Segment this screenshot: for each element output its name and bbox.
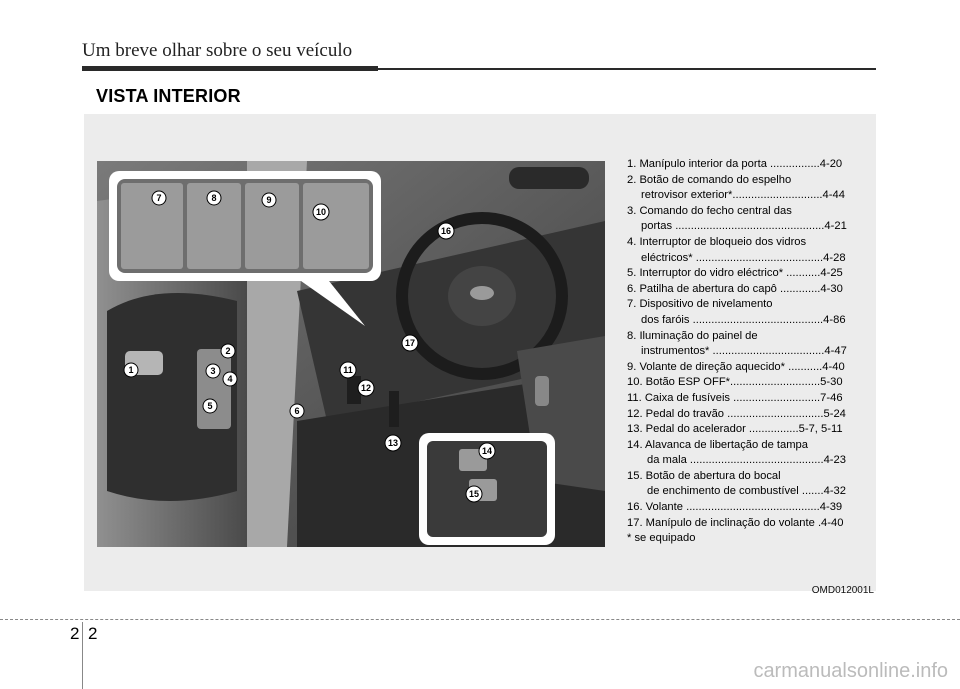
legend-line: da mala ...........................................4-23 (647, 454, 846, 467)
callout-16 (438, 223, 454, 239)
page-number-left: 2 (70, 624, 80, 643)
callout-4 (223, 372, 237, 386)
callout-15 (466, 486, 482, 502)
legend-line: portas ................................................4-21 (641, 220, 847, 233)
legend-line: 3. Comando do fecho central das (627, 204, 792, 217)
callout-6 (290, 404, 304, 418)
figure-code: OMD012001L (811, 585, 874, 596)
legend-line: retrovisor exterior*.............................4-44 (641, 189, 845, 202)
callout-2 (221, 344, 235, 358)
legend-line: eléctricos* .........................................4-28 (641, 251, 846, 264)
legend-line: 6. Patilha de abertura do capô .............4-30 (627, 282, 843, 295)
svg-text:14: 14 (481, 446, 493, 456)
callout-7 (152, 191, 166, 205)
legend-line: de enchimento de combustível .......4-32 (647, 485, 846, 498)
legend-line: 13. Pedal do acelerador ................5-7, 5-11 (627, 423, 843, 436)
footer-divider (82, 622, 83, 689)
legend-line: dos faróis ..........................................4-86 (641, 313, 846, 326)
svg-text:3: 3 (210, 366, 216, 376)
callout-1 (124, 363, 138, 377)
legend-line: 4. Interruptor de bloqueio dos vidros (627, 235, 807, 248)
callout-14 (479, 443, 495, 459)
svg-text:8: 8 (211, 193, 217, 203)
component-legend (627, 157, 867, 547)
header-rule-thin (378, 68, 876, 70)
interior-illustration (97, 161, 605, 547)
legend-line: 14. Alavanca de libertação de tampa (627, 438, 808, 451)
legend-line: 7. Dispositivo de nivelamento (627, 298, 773, 311)
svg-text:15: 15 (468, 489, 480, 499)
svg-text:16: 16 (440, 226, 452, 236)
svg-text:6: 6 (294, 406, 300, 416)
legend-line: 16. Volante ...........................................4-39 (627, 501, 843, 514)
callout-10 (313, 204, 329, 220)
svg-text:1: 1 (128, 365, 134, 375)
svg-text:5: 5 (207, 401, 213, 411)
legend-line: 2. Botão de comando do espelho (627, 173, 792, 186)
legend-line: * se equipado (627, 532, 696, 545)
callout-17 (402, 335, 418, 351)
callout-12 (358, 380, 374, 396)
footer-rule (0, 619, 960, 620)
legend-line: 8. Iluminação do painel de (627, 329, 758, 342)
svg-text:9: 9 (266, 195, 272, 205)
legend-line: 9. Volante de direção aquecido* ...........4-40 (627, 360, 845, 373)
interior-drawing (97, 161, 605, 547)
running-header: Um breve olhar sobre o seu veículo (82, 40, 353, 61)
svg-text:12: 12 (360, 383, 372, 393)
callout-3 (206, 364, 220, 378)
callout-8 (207, 191, 221, 205)
svg-text:4: 4 (227, 374, 233, 384)
legend-line: 17. Manípulo de inclinação do volante .4-40 (627, 516, 844, 529)
legend-line: 15. Botão de abertura do bocal (627, 469, 781, 482)
page-number-right: 2 (88, 624, 98, 643)
legend-line: 12. Pedal do travão ...............................5-24 (627, 407, 846, 420)
svg-text:13: 13 (387, 438, 399, 448)
callout-13 (385, 435, 401, 451)
svg-text:10: 10 (315, 207, 327, 217)
legend-line: 10. Botão ESP OFF*.............................5-30 (627, 376, 843, 389)
header-rule-thick (82, 66, 378, 71)
legend-line: 5. Interruptor do vidro eléctrico* ...........4-25 (627, 267, 843, 280)
callout-9 (262, 193, 276, 207)
callout-5 (203, 399, 217, 413)
svg-text:7: 7 (156, 193, 162, 203)
svg-text:11: 11 (343, 365, 353, 375)
section-title: VISTA INTERIOR (96, 86, 241, 106)
legend-line: instrumentos* ....................................4-47 (641, 345, 847, 358)
svg-text:17: 17 (404, 338, 416, 348)
watermark: carmanualsonline.info (753, 660, 948, 682)
legend-line: 1. Manípulo interior da porta ................4-20 (627, 158, 843, 170)
legend-line: 11. Caixa de fusíveis ............................7-46 (627, 391, 843, 404)
callout-11 (340, 362, 356, 378)
svg-text:2: 2 (225, 346, 231, 356)
